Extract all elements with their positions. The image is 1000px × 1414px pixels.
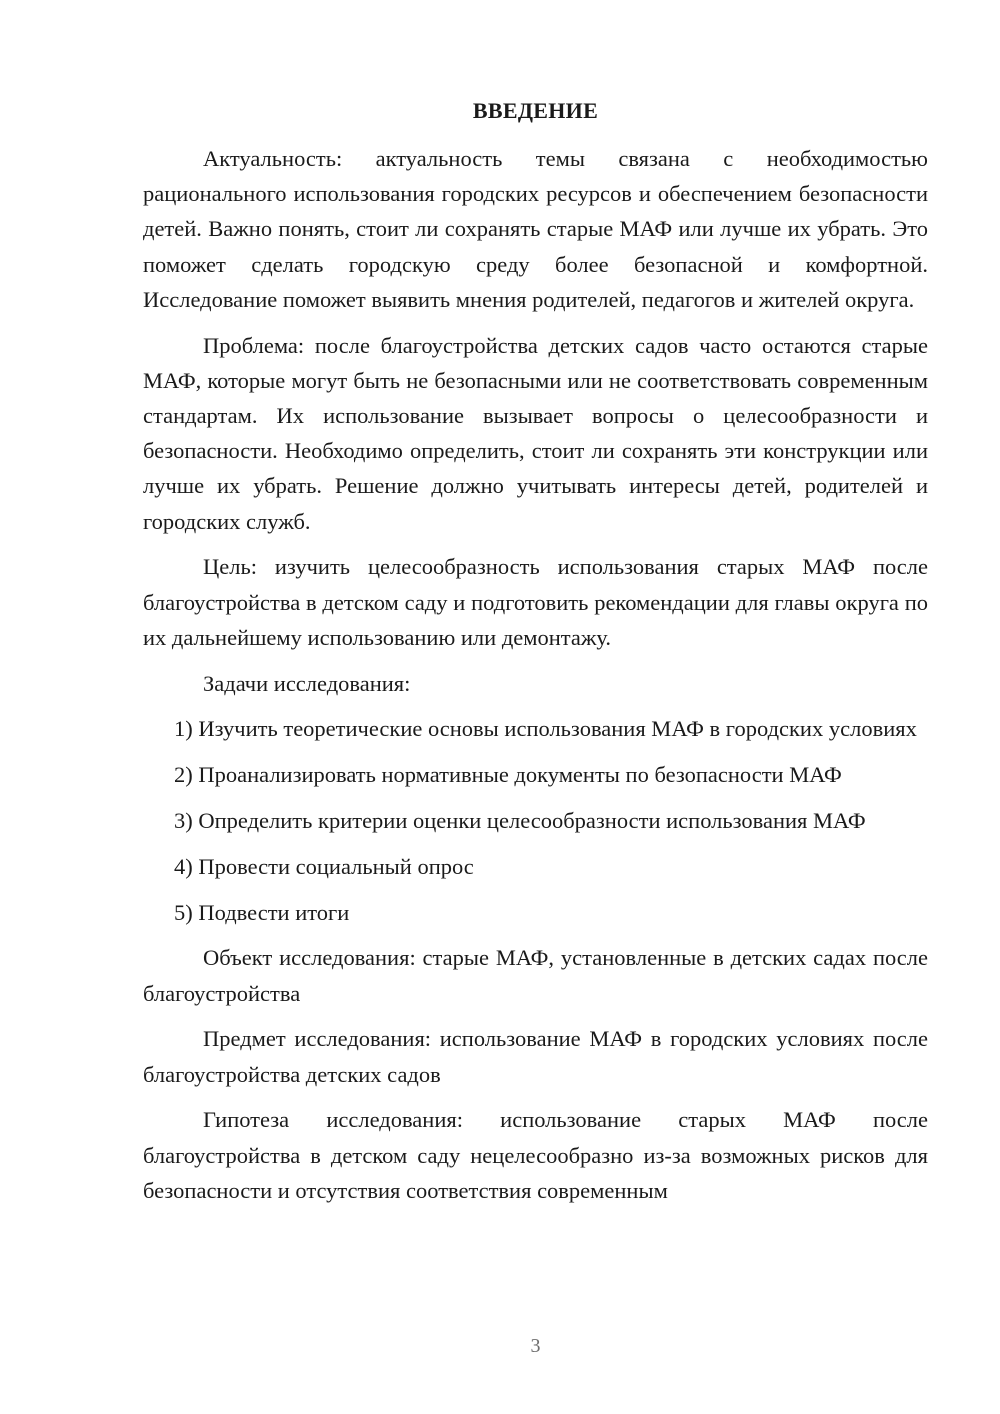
task-item-2: 2) Проанализировать нормативные документы по безопасности МАФ (174, 762, 842, 788)
tasks-title: Задачи исследования: (203, 670, 411, 696)
document-body (143, 141, 928, 1208)
task-item-4: 4) Провести социальный опрос (174, 853, 474, 879)
goal-paragraph: Цель: изучить целесообразность использования старых МАФ после благоустройства в детском саду и подготовить рекомендации для главы округа по их дальнейшему использованию или демонтажу. (143, 554, 928, 650)
task-item-3: 3) Определить критерии оценки целесообразности использования МАФ (174, 808, 866, 834)
object-paragraph: Объект исследования: старые МАФ, установленные в детских садах после благоустройства (143, 945, 928, 1006)
task-item-5: 5) Подвести итоги (174, 899, 350, 925)
subject-paragraph: Предмет исследования: использование МАФ в городских условиях после благоустройства детских садов (143, 1026, 928, 1087)
section-heading: ВВЕДЕНИЕ (472, 98, 599, 123)
relevance-paragraph: Актуальность: актуальность темы связана с необходимостью рационального использования городских ресурсов и обеспечением безопасности детей. Важно понять, стоит ли сохранять старые МАФ или лучше их убрать. Это поможет сделать городскую среду более безопасной и комфортной. Исследование поможет выявить мнения родителей, педагогов и жителей округа. (143, 146, 928, 312)
task-item-1: 1) Изучить теоретические основы использования МАФ в городских условиях (174, 716, 917, 742)
page-number: 3 (530, 1335, 541, 1357)
hypothesis-paragraph: Гипотеза исследования: использование старых МАФ после благоустройства в детском саду нецелесообразно из-за возможных рисков для безопасности и отсутствия соответствия современным (143, 1107, 928, 1203)
problem-paragraph: Проблема: после благоустройства детских садов часто остаются старые МАФ, которые могут быть не безопасными или не соответствовать современным стандартам. Их использование вызывает вопросы о целесообразности и безопасности. Необходимо определить, стоит ли сохранять эти конструкции или лучше их убрать. Решение должно учитывать интересы детей, родителей и городских служб. (143, 332, 928, 534)
